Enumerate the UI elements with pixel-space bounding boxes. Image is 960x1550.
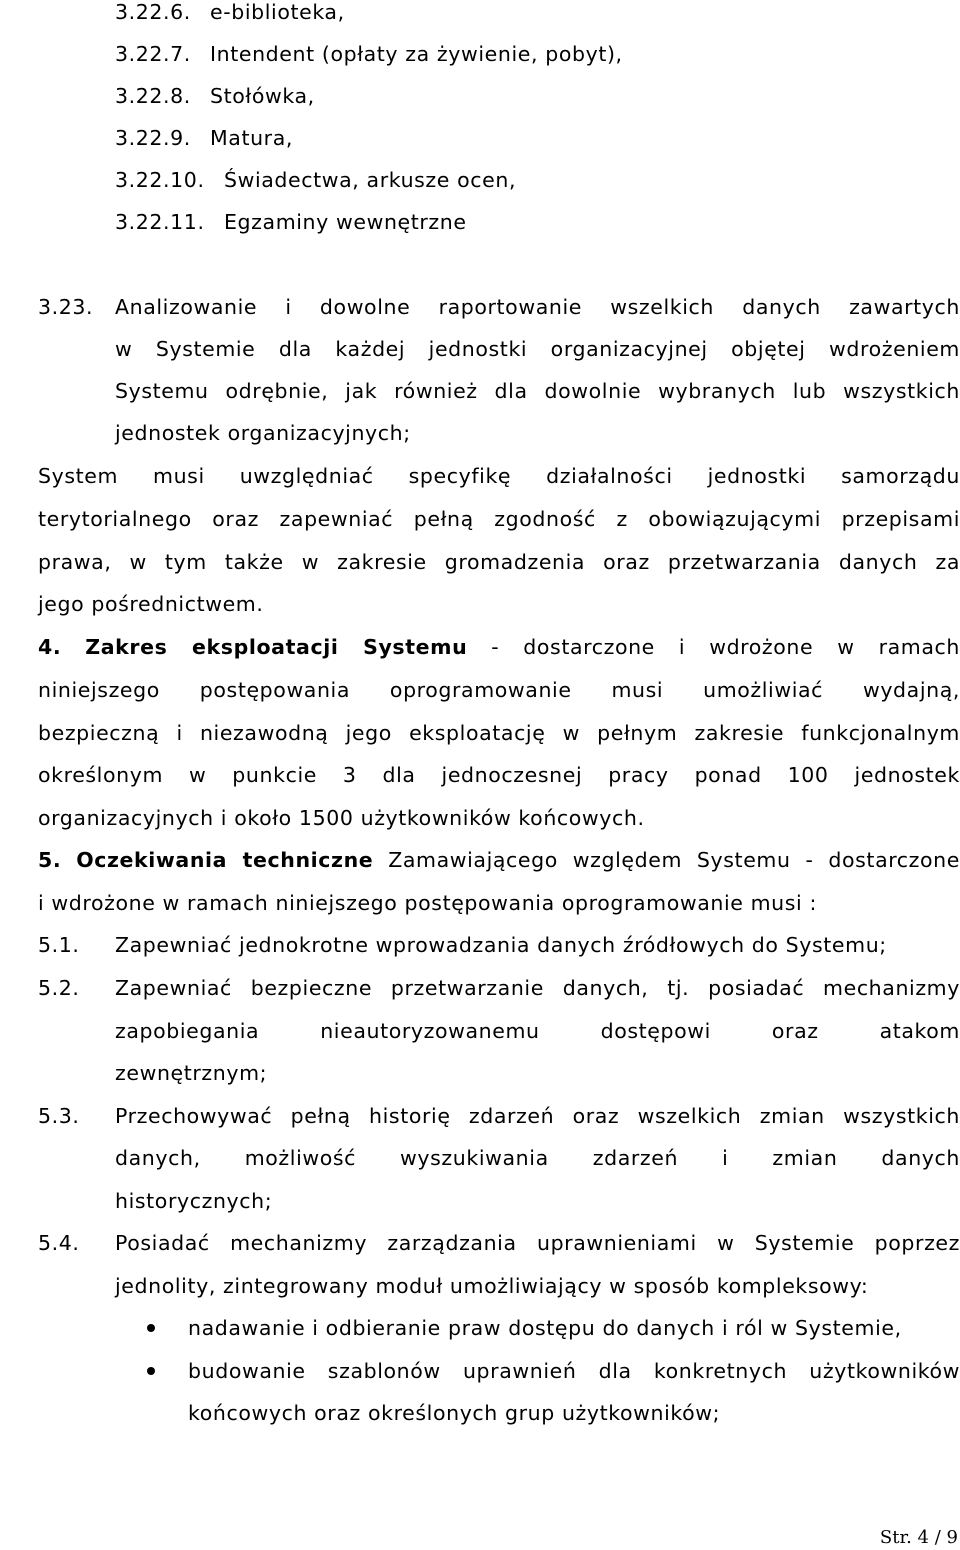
paragraph-line: bezpieczną i niezawodną jego eksploatację w pełnym zakresie funkcjonalnym xyxy=(38,721,960,745)
bullet-line: budowanie szablonów uprawnień dla konkretnych użytkowników xyxy=(188,1359,960,1383)
section-heading-line xyxy=(38,632,960,662)
subitem-text: Egzaminy wewnętrzne xyxy=(224,210,467,234)
paragraph-line: organizacyjnych i około 1500 użytkowników końcowych. xyxy=(38,806,645,830)
subitem-number: 3.22.7. xyxy=(115,42,191,66)
item-line: Zapewniać bezpieczne przetwarzanie danych, tj. posiadać mechanizmy xyxy=(115,976,960,1000)
subitem-text: Świadectwa, arkusze ocen, xyxy=(224,168,517,192)
section-number: 5. xyxy=(38,848,62,872)
item-line: Zapewniać jednokrotne wprowadzania danych źródłowych do Systemu; xyxy=(115,933,887,957)
section-heading-line xyxy=(38,845,960,875)
paragraph-line: określonym w punkcie 3 dla jednoczesnej pracy ponad 100 jednostek xyxy=(38,763,960,787)
section-heading: Zakres eksploatacji Systemu xyxy=(85,635,468,659)
item-line: zapobiegania nieautoryzowanemu dostępowi oraz atakom xyxy=(115,1019,960,1043)
item-line: zewnętrznym; xyxy=(115,1061,268,1085)
paragraph-line: System musi uwzględniać specyfikę działalności jednostki samorządu xyxy=(38,464,960,488)
paragraph-line: i wdrożone w ramach niniejszego postępowania oprogramowanie musi : xyxy=(38,891,817,915)
page-current: 4 xyxy=(917,1527,929,1548)
paragraph-line: terytorialnego oraz zapewniać pełną zgodność z obowiązującymi przepisami xyxy=(38,507,960,531)
subitem-text: Intendent (opłaty za żywienie, pobyt), xyxy=(210,42,623,66)
item-line: danych, możliwość wyszukiwania zdarzeń i zmian danych xyxy=(115,1146,960,1170)
item-number: 5.4. xyxy=(38,1231,80,1255)
section-number: 3.23. xyxy=(38,295,94,319)
subitem-text: Matura, xyxy=(210,126,293,150)
heading-continuation: Zamawiającego względem Systemu - dostarczone xyxy=(388,848,960,872)
subitem-number: 3.22.11. xyxy=(115,210,205,234)
section-number: 4. xyxy=(38,635,62,659)
item-line: Przechowywać pełną historię zdarzeń oraz wszelkich zmian wszystkich xyxy=(115,1104,960,1128)
item-number: 5.3. xyxy=(38,1104,80,1128)
subitem-number: 3.22.9. xyxy=(115,126,191,150)
bullet-line: końcowych oraz określonych grup użytkowników; xyxy=(188,1401,721,1425)
page-separator: / xyxy=(934,1527,941,1548)
subitem-number: 3.22.10. xyxy=(115,168,205,192)
bullet-line: nadawanie i odbieranie praw dostępu do danych i ról w Systemie, xyxy=(188,1316,902,1340)
paragraph-line: prawa, w tym także w zakresie gromadzenia oraz przetwarzania danych za xyxy=(38,550,960,574)
paragraph-line: Systemu odrębnie, jak również dla dowolnie wybranych lub wszystkich xyxy=(115,379,960,403)
page-number xyxy=(880,1527,958,1549)
bullet-icon xyxy=(147,1324,155,1332)
paragraph-line: jego pośrednictwem. xyxy=(38,592,264,616)
subitem-text: Stołówka, xyxy=(210,84,315,108)
paragraph-line: jednostek organizacyjnych; xyxy=(115,421,411,445)
subitem-text: e-biblioteka, xyxy=(210,0,345,24)
paragraph-line: niniejszego postępowania oprogramowanie musi umożliwiać wydajną, xyxy=(38,678,960,702)
item-line: Posiadać mechanizmy zarządzania uprawnieniami w Systemie poprzez xyxy=(115,1231,960,1255)
bullet-icon xyxy=(147,1367,155,1375)
paragraph-line: Analizowanie i dowolne raportowanie wszelkich danych zawartych xyxy=(115,295,960,319)
item-line: historycznych; xyxy=(115,1189,273,1213)
item-number: 5.1. xyxy=(38,933,80,957)
paragraph-line: w Systemie dla każdej jednostki organizacyjnej objętej wdrożeniem xyxy=(115,337,960,361)
heading-continuation: - dostarczone i wdrożone w ramach xyxy=(491,635,960,659)
page-total: 9 xyxy=(946,1527,958,1548)
page-label: Str. xyxy=(879,1527,912,1548)
subitem-number: 3.22.8. xyxy=(115,84,191,108)
section-heading: Oczekiwania techniczne xyxy=(76,848,374,872)
item-number: 5.2. xyxy=(38,976,80,1000)
subitem-number: 3.22.6. xyxy=(115,0,191,24)
item-line: jednolity, zintegrowany moduł umożliwiający w sposób kompleksowy: xyxy=(115,1274,869,1298)
